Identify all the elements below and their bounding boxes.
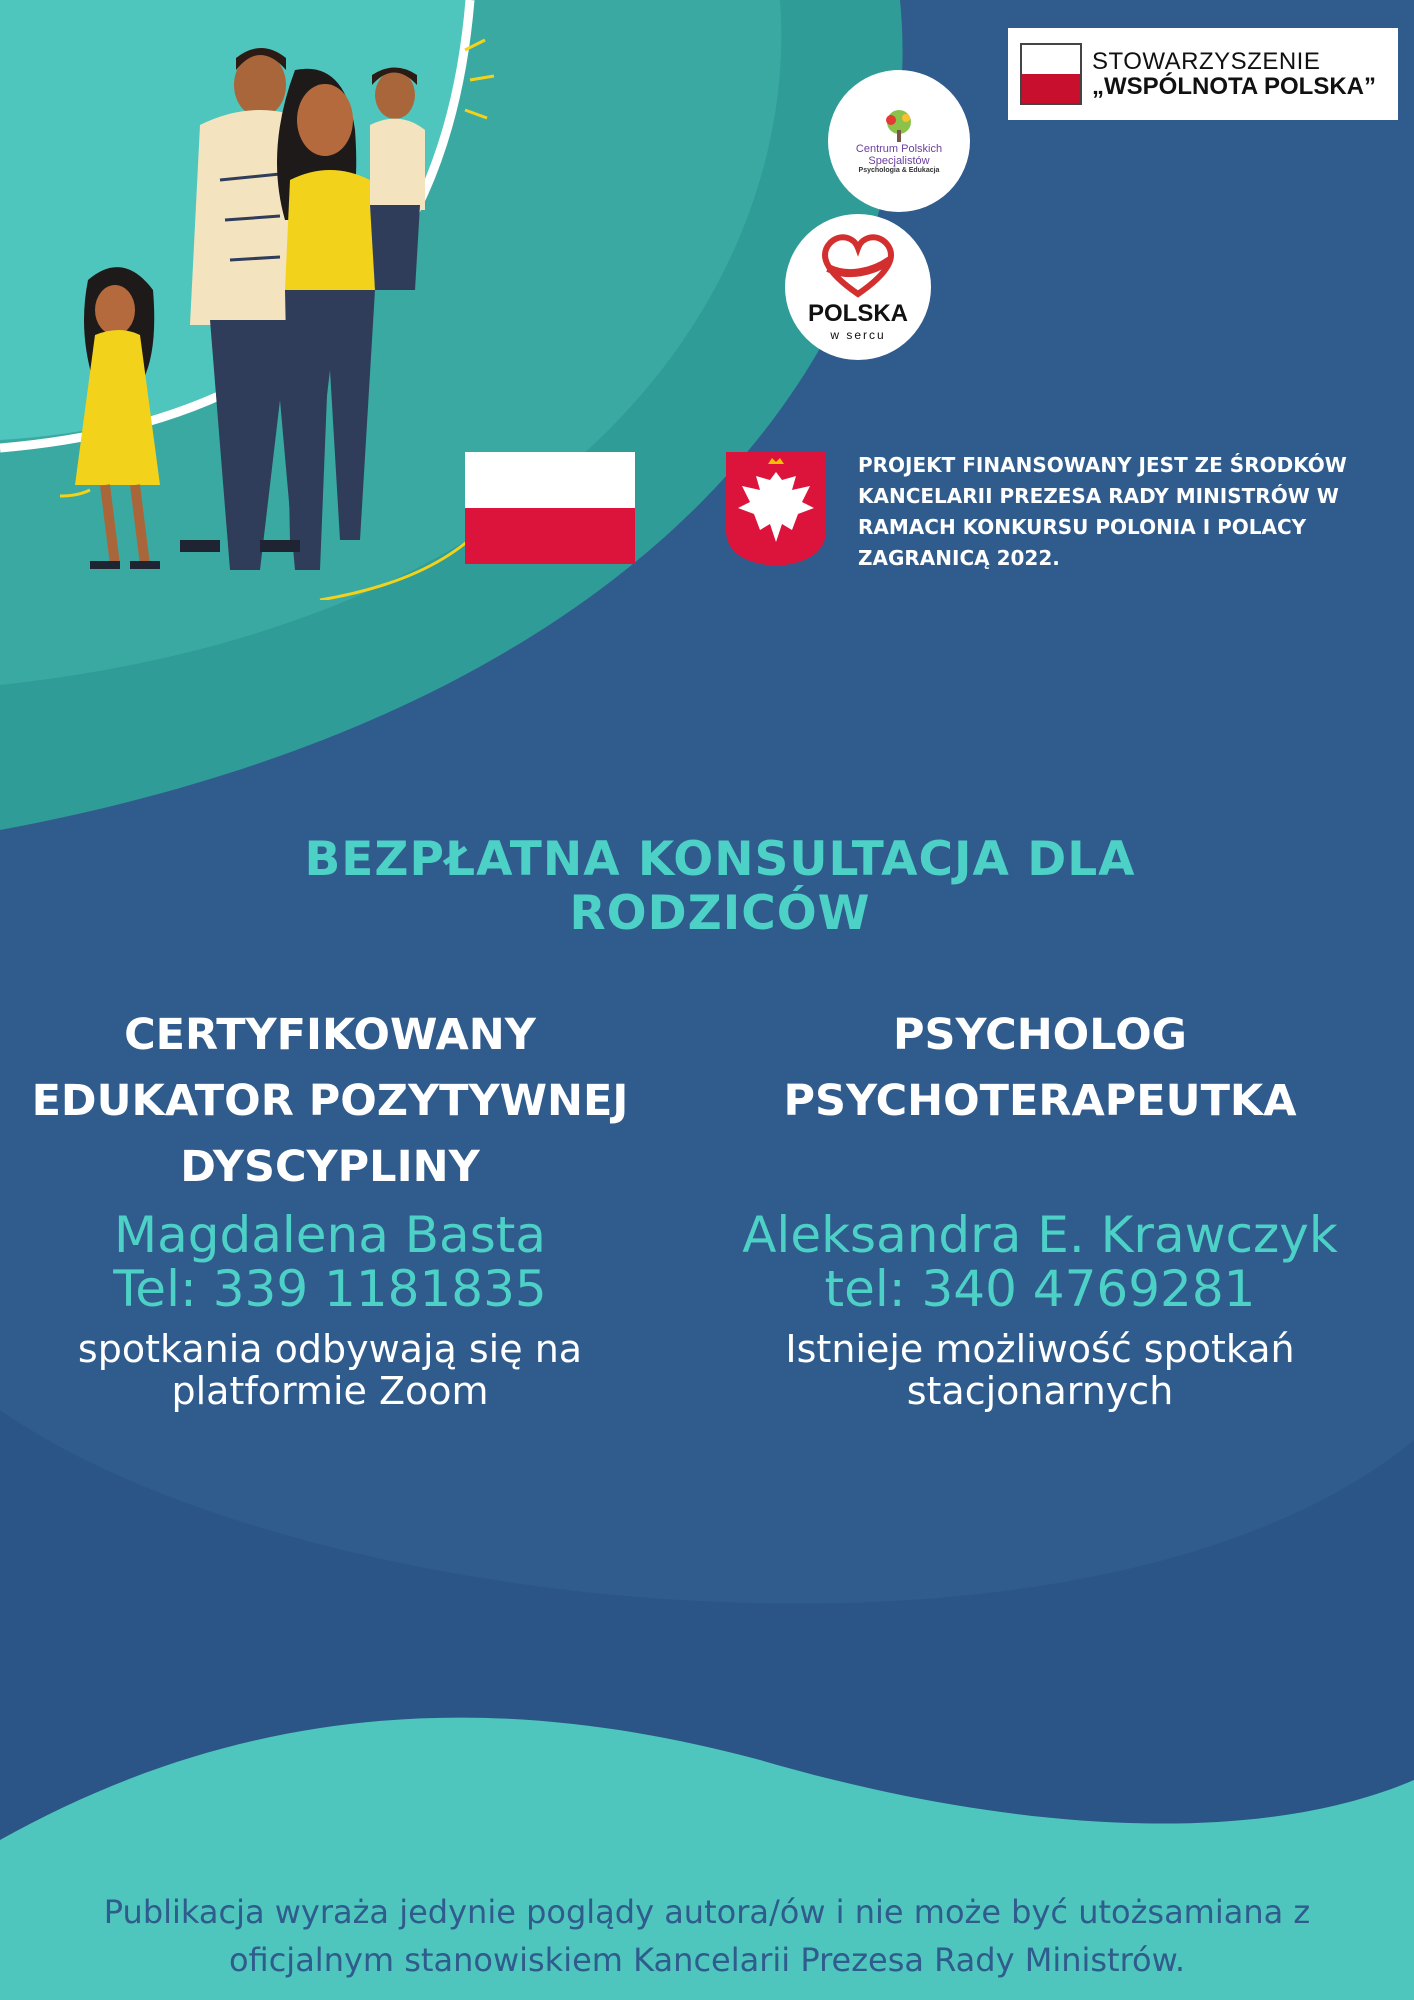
funding-notice: PROJEKT FINANSOWANY JEST ZE ŚRODKÓW KANCELARII PREZESA RADY MINISTRÓW W RAMACH KONKURSU POLONIA I POLACY ZAGRANICĄ 2022. <box>858 453 1347 570</box>
specialist-phone: Tel: 339 1181835 <box>113 1260 547 1318</box>
centrum-logo-line2: Specjalistów <box>868 154 930 167</box>
specialist-role: CERTYFIKOWANY EDUKATOR POZYTYWNEJ DYSCYPLINY <box>31 1010 629 1192</box>
footer-disclaimer: Publikacja wyraża jedynie poglądy autora/ów i nie może być utożsamiana z oficjalnym stanowiskiem Kancelarii Prezesa Rady Ministrów. <box>103 1893 1311 1979</box>
specialist-note: Istnieje możliwość spotkań stacjonarnych <box>785 1327 1295 1413</box>
specialist-right <box>720 1002 1360 1412</box>
centrum-logo-line3: Psychologia & Edukacja <box>858 167 940 175</box>
family-illustration <box>60 30 500 600</box>
association-logo-line2: „WSPÓLNOTA POLSKA” <box>1092 73 1376 100</box>
page-title: BEZPŁATNA KONSULTACJA DLA RODZICÓW <box>304 832 1136 941</box>
association-logo-line1: STOWARZYSZENIE <box>1092 47 1321 75</box>
specialist-role: PSYCHOLOG PSYCHOTERAPEUTKA <box>783 1010 1297 1126</box>
specialist-left <box>10 1002 650 1412</box>
specialist-phone: tel: 340 4769281 <box>824 1260 1256 1318</box>
polska-w-sercu-logo <box>785 214 931 360</box>
polska-w-sercu-subtitle: w sercu <box>830 328 886 342</box>
specialist-name: Aleksandra E. Krawczyk <box>742 1206 1338 1264</box>
polska-w-sercu-title: POLSKA <box>807 300 908 327</box>
polish-flag <box>465 452 635 564</box>
centrum-logo <box>828 70 970 212</box>
association-logo <box>1008 28 1398 120</box>
specialist-note: spotkania odbywają się na platformie Zoom <box>77 1327 583 1413</box>
centrum-logo-line1: Centrum Polskich <box>855 142 943 155</box>
eagle-flag-icon <box>1020 43 1082 105</box>
polish-eagle-emblem-icon <box>724 450 828 568</box>
specialist-name: Magdalena Basta <box>113 1206 546 1264</box>
tree-icon <box>879 108 919 144</box>
heart-icon <box>818 232 898 298</box>
